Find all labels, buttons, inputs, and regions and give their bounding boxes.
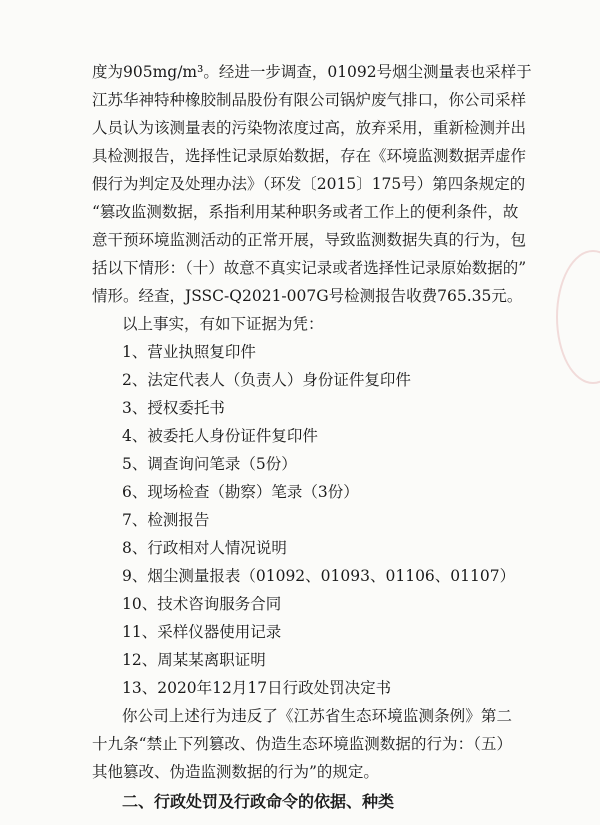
evidence-item: 11、采样仪器使用记录 — [122, 623, 282, 641]
evidence-item: 9、烟尘测量报表（01092、01093、01106、01107） — [122, 567, 516, 585]
evidence-item: 12、周某某离职证明 — [122, 651, 266, 669]
evidence-item: 1、营业执照复印件 — [122, 343, 256, 361]
evidence-item: 4、被委托人身份证件复印件 — [122, 427, 318, 445]
violation-line: 你公司上述行为违反了《江苏省生态环境监测条例》第二 — [122, 707, 512, 725]
evidence-item: 10、技术咨询服务合同 — [122, 595, 282, 613]
paragraph-line: 具检测报告，选择性记录原始数据，存在《环境监测数据弄虚作 — [92, 147, 527, 165]
paragraph-line: 情形。经查，JSSC-Q2021-007G号检测报告收费765.35元。 — [92, 287, 523, 305]
red-seal-stamp — [556, 250, 600, 384]
evidence-item: 8、行政相对人情况说明 — [122, 539, 287, 557]
violation-line: 其他篡改、伪造监测数据的行为”的规定。 — [92, 763, 379, 781]
evidence-item: 6、现场检查（勘察）笔录（3份） — [122, 483, 359, 501]
paragraph-line: 度为905mg/m³。经进一步调查，01092号烟尘测量表也采样于 — [92, 63, 532, 81]
evidence-item: 3、授权委托书 — [122, 399, 225, 417]
paragraph-line: 意干预环境监测活动的正常开展，导致监测数据失真的行为，包 — [92, 231, 527, 249]
violation-line: 十九条“禁止下列篡改、伪造生态环境监测数据的行为：（五） — [92, 735, 512, 753]
evidence-item: 13、2020年12月17日行政处罚决定书 — [122, 679, 392, 697]
evidence-item: 7、检测报告 — [122, 511, 210, 529]
evidence-item: 5、调查询问笔录（5份） — [122, 455, 297, 473]
paragraph-line: 假行为判定及处理办法》（环发〔2015〕175号）第四条规定的 — [92, 175, 526, 193]
evidence-intro: 以上事实，有如下证据为凭： — [122, 315, 324, 333]
section-heading: 二、行政处罚及行政命令的依据、种类 — [122, 792, 395, 811]
paragraph-line: 人员认为该测量表的污染物浓度过高，放弃采用，重新检测并出 — [92, 119, 527, 137]
paragraph-line: 括以下情形：（十）故意不真实记录或者选择性记录原始数据的” — [92, 259, 527, 277]
evidence-item: 2、法定代表人（负责人）身份证件复印件 — [122, 371, 411, 389]
paragraph-line: 江苏华神特种橡胶制品股份有限公司锅炉废气排口，你公司采样 — [92, 91, 527, 109]
paragraph-line: “篡改监测数据，系指利用某种职务或者工作上的便利条件，故 — [92, 203, 519, 221]
